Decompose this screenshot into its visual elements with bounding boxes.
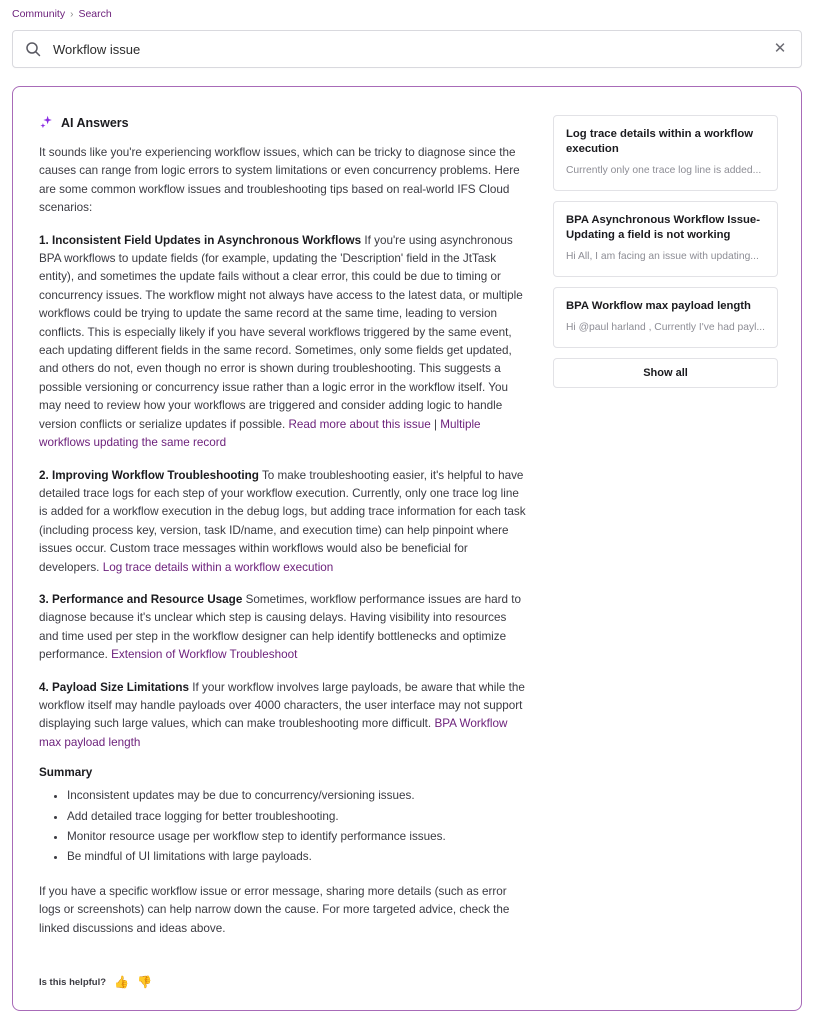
search-input[interactable]	[51, 41, 771, 58]
list-item: • Inconsistent updates may be due to concurrency/versioning issues.	[67, 787, 527, 805]
related-topic-title: BPA Asynchronous Workflow Issue- Updating a field is not working	[566, 214, 760, 241]
search-bar[interactable]	[12, 30, 802, 68]
ai-section-3	[39, 591, 527, 665]
ai-answer-content	[39, 109, 531, 988]
summary-heading: Summary	[39, 766, 93, 780]
ai-section-3-body: Sometimes, workflow performance issues are hard to diagnose because it's unclear which step is causing delays. Having visibility into resources and time used per step in the workflow designer can help identify bottlenecks and optimize performance.	[39, 592, 521, 662]
ai-section-3-link-1[interactable]: Extension of Workflow Troubleshoot	[111, 648, 298, 662]
ai-section-1-heading: 1. Inconsistent Field Updates in Asynchronous Workflows	[39, 233, 362, 247]
ai-answers-header	[39, 115, 527, 130]
ai-section-1-link-separator: |	[430, 417, 441, 431]
list-item: • Be mindful of UI limitations with large payloads.	[67, 848, 527, 866]
ai-answers-title: AI Answers	[61, 115, 129, 130]
ai-intro-paragraph: It sounds like you're experiencing workflow issues, which can be tricky to diagnose since the causes can range from logic errors to system limitations or even concurrency problems. Here are some common workflow issues and troubleshooting tips based on real-world IFS Cloud scenarios:	[39, 146, 520, 215]
close-icon[interactable]: ✕	[773, 40, 787, 57]
related-topic-snippet: Currently only one trace log line is added...	[566, 165, 762, 176]
breadcrumb	[0, 0, 814, 24]
ai-section-1-link-1[interactable]: Read more about this issue	[288, 417, 431, 431]
ai-section-1	[39, 232, 527, 453]
sparkle-icon	[39, 115, 54, 130]
breadcrumb-separator: ›	[70, 8, 74, 20]
show-all-button[interactable]: Show all	[553, 358, 778, 388]
ai-section-4	[39, 679, 527, 753]
list-item: • Add detailed trace logging for better troubleshooting.	[67, 808, 527, 826]
related-topic-title: BPA Workflow max payload length	[566, 300, 751, 312]
thumbs-up-icon[interactable]: 👍	[114, 975, 129, 990]
breadcrumb-community[interactable]: Community	[12, 8, 66, 20]
ai-section-2-body: To make troubleshooting easier, it's helpful to have detailed trace logs for each step of your workflow execution. Currently, only one trace log line is added for a workflow execution in the debug logs, but adding trace information for each task (including process key, version, task ID/name, and execution time) can help pinpoint where issues occur. Custom trace messages within workflows would also be beneficial for developers.	[39, 468, 526, 574]
ai-section-4-body: If your workflow involves large payloads, be aware that while the workflow itself may handle payloads over 4000 characters, the user interface may not support displaying such large values, which can make troubleshooting more difficult.	[39, 680, 525, 731]
ai-section-3-heading: 3. Performance and Resource Usage	[39, 592, 243, 606]
feedback-row	[39, 976, 527, 988]
breadcrumb-current: Search	[78, 8, 112, 20]
ai-section-1-body: If you're using asynchronous BPA workflows to update fields (for example, updating the 'Description' field in the JtTask entity), and sometimes the update fails without a clear error, this could be due to timing or concurrency issues. The workflow might not always have access to the latest data, or multiple workflows could be trying to update the same record at the same time, leading to version conflicts. This is especially likely if you have several workflows triggered by the same event, each updating different fields in the same record. Sometimes, only some fields get updated, and others do not, even though no error is shown during troubleshooting. This suggests a possible versioning or concurrency issue rather than a logic error in the workflow itself. You may need to review how your workflows are triggered and consider adding logic to handle version conflicts or serialize updates if possible.	[39, 233, 523, 431]
related-topic-card-2[interactable]	[553, 201, 778, 277]
related-topics-panel	[553, 109, 778, 988]
search-icon	[25, 41, 41, 57]
ai-section-1-link-2[interactable]: Multiple workflows updating the same record	[39, 417, 481, 450]
ai-section-2-link-1[interactable]: Log trace details within a workflow execution	[102, 560, 334, 574]
ai-section-4-link-1[interactable]: BPA Workflow max payload length	[39, 717, 508, 749]
list-item: • Monitor resource usage per workflow step to identify performance issues.	[67, 828, 527, 846]
related-topic-card-3[interactable]	[553, 287, 778, 348]
related-topic-card-1[interactable]	[553, 115, 778, 191]
feedback-label: Is this helpful?	[39, 976, 107, 988]
related-topic-title: Log trace details within a workflow execution	[566, 128, 754, 155]
thumbs-down-icon[interactable]: 👎	[136, 975, 152, 990]
ai-answers-card	[12, 86, 802, 1011]
summary-list	[39, 787, 527, 867]
ai-section-2-heading: 2. Improving Workflow Troubleshooting	[39, 468, 259, 482]
ai-section-4-heading: 4. Payload Size Limitations	[39, 680, 190, 694]
related-topic-snippet: Hi All, I am facing an issue with updating...	[566, 251, 759, 262]
related-topic-snippet: Hi @paul harland , Currently I've had payl...	[566, 322, 766, 333]
ai-section-2	[39, 467, 527, 577]
ai-closing-paragraph: If you have a specific workflow issue or error message, sharing more details (such as error logs or screenshots) can help narrow down the cause. For more targeted advice, check the linked discussions and ideas above.	[39, 884, 510, 935]
